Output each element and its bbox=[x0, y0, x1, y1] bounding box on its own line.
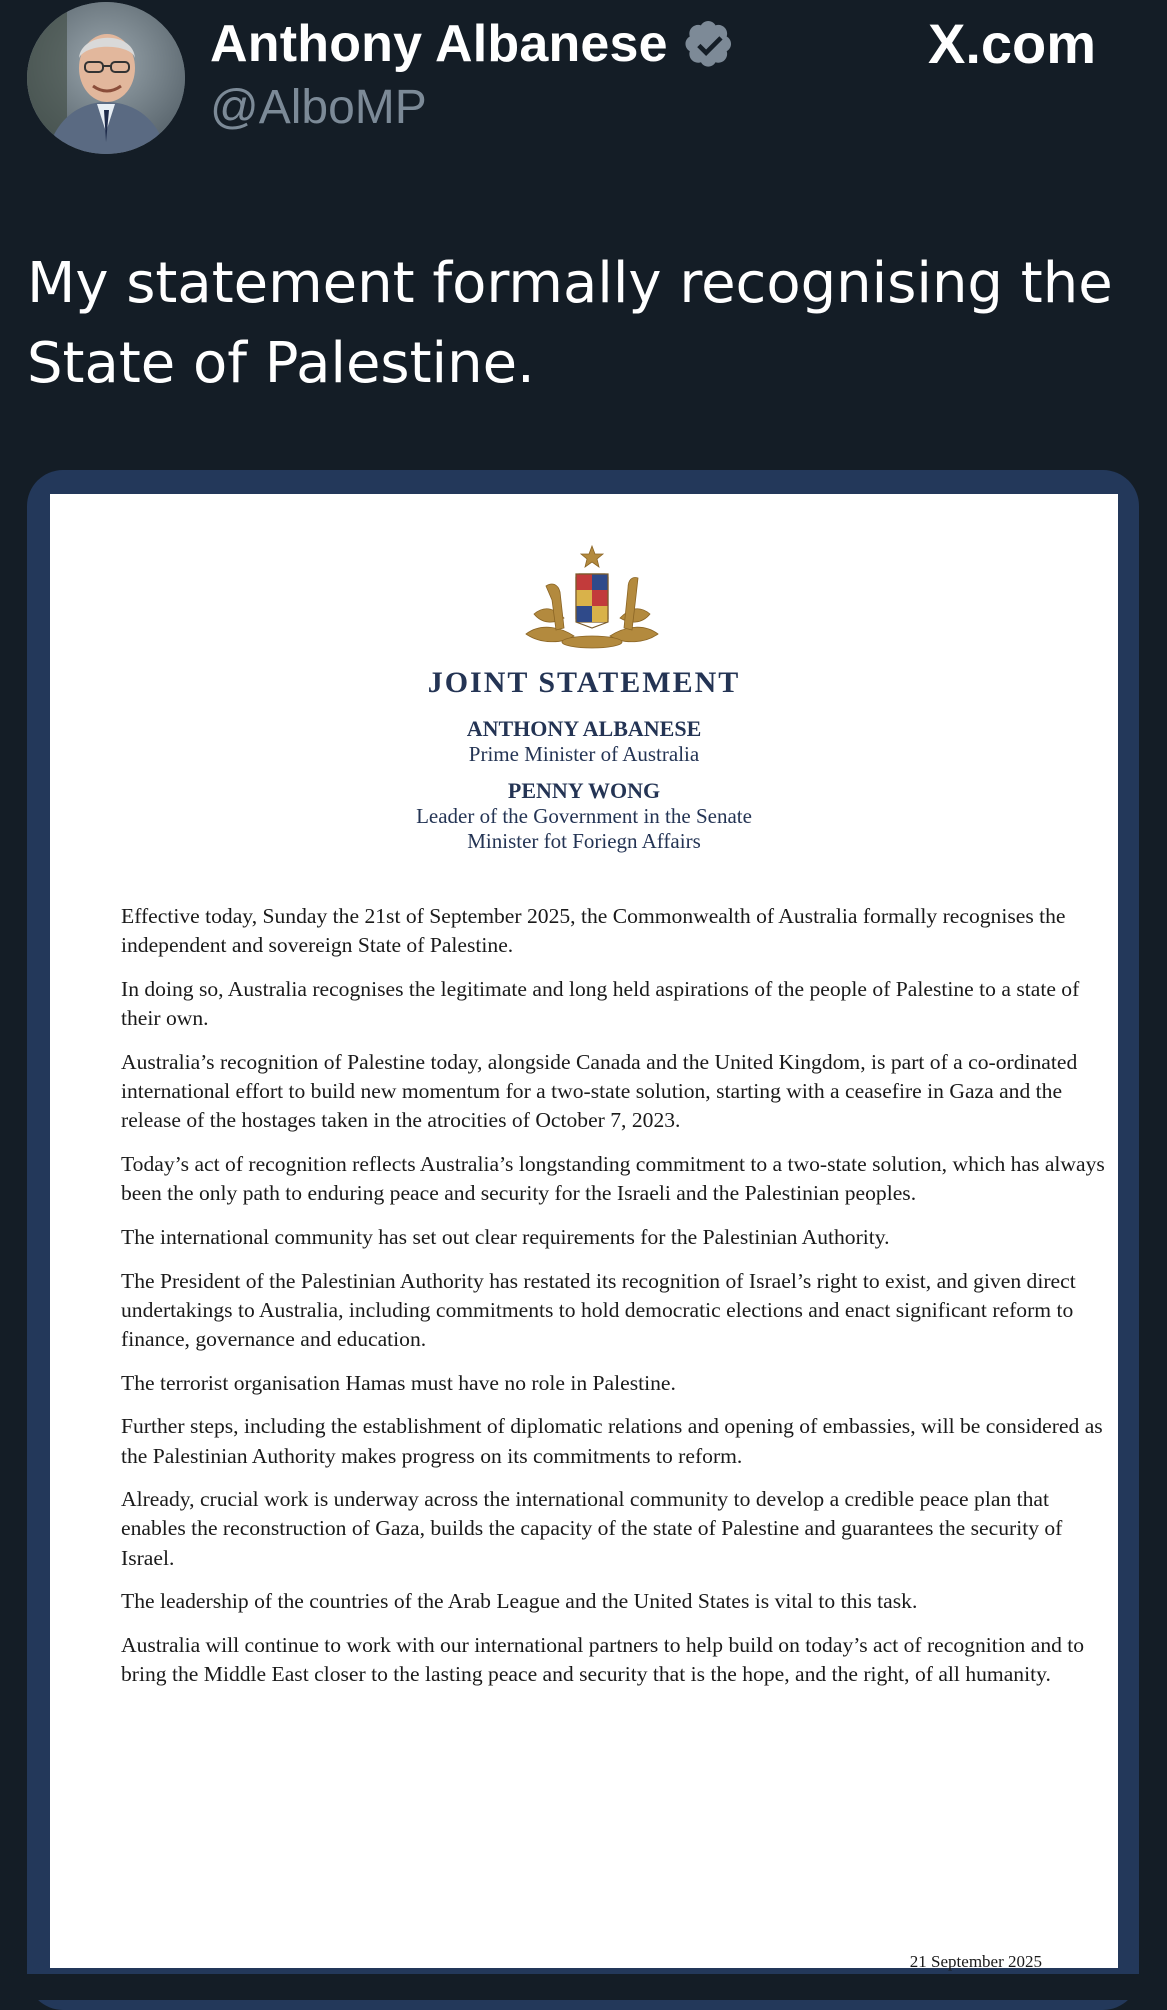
statement-title: JOINT STATEMENT bbox=[427, 666, 741, 699]
statement-paragraph: Effective today, Sunday the 21st of September 2025, the Commonwealth of Australia formally recognises the independent and sovereign State of Palestine. bbox=[121, 904, 1066, 958]
verified-badge-icon bbox=[684, 20, 736, 72]
statement-paragraph: The President of the Palestinian Authority has restated its recognition of Israel’s right to exist, and given direct undertakings to Australia, including commitments to hold democratic elections and enact significant reform to finance, governance and education. bbox=[121, 1268, 1076, 1351]
signatory-1 bbox=[50, 716, 1118, 767]
statement-paragraph: Australia will continue to work with our international partners to help build on today’s act of recognition and to bring the Middle East closer to the lasting peace and security that is the hope, and the right, of all humanity. bbox=[121, 1633, 1085, 1687]
signatory-2-role-2: Minister fot Foriegn Affairs bbox=[467, 829, 701, 853]
statement-paragraph: The international community has set out clear requirements for the Palestinian Authority. bbox=[121, 1224, 890, 1249]
site-label bbox=[928, 12, 1096, 76]
tweet-header bbox=[0, 0, 1167, 170]
tweet-text: My statement formally recognising the State of Palestine. bbox=[27, 251, 1113, 396]
coat-of-arms-icon bbox=[512, 544, 672, 658]
signatory-1-role: Prime Minister of Australia bbox=[468, 742, 700, 766]
statement-paragraph: Already, crucial work is underway across the international community to develop a credible peace plan that enables the reconstruction of Gaza, builds the capacity of the state of Palestine and guarantees the security of Israel. bbox=[121, 1487, 1063, 1570]
author-name[interactable]: Anthony Albanese bbox=[210, 15, 668, 73]
statement-body bbox=[121, 902, 1106, 1704]
statement-document[interactable] bbox=[50, 494, 1118, 1971]
statement-paragraph: Australia’s recognition of Palestine today, alongside Canada and the United Kingdom, is part of a co-ordinated international effort to build new momentum for a two-state solution, starting with a ceasefire in Gaza and the release of the hostages taken in the atrocities of October 7, 2023. bbox=[121, 1049, 1078, 1133]
signatory-1-name: ANTHONY ALBANESE bbox=[466, 716, 702, 741]
statement-date: 21 September 2025 bbox=[909, 1952, 1042, 1971]
signatory-2 bbox=[50, 778, 1118, 854]
statement-paragraph: Today’s act of recognition reflects Australia’s longstanding commitment to a two-state solution, which has always been the only path to enduring peace and security for the Israeli and the Palestinian peoples. bbox=[121, 1151, 1105, 1206]
statement-paragraph: Further steps, including the establishment of diplomatic relations and opening of embassies, will be considered as the Palestinian Authority makes progress on its commitments to reform. bbox=[121, 1414, 1103, 1468]
statement-paragraph: The terrorist organisation Hamas must have no role in Palestine. bbox=[121, 1370, 676, 1395]
bottom-bar bbox=[0, 1974, 1167, 2000]
signatory-2-name: PENNY WONG bbox=[507, 778, 661, 803]
author-handle[interactable]: @AlboMP bbox=[210, 81, 427, 134]
statement-paragraph: The leadership of the countries of the Arab League and the United States is vital to this task. bbox=[121, 1589, 918, 1614]
avatar[interactable] bbox=[27, 2, 185, 154]
avatar-photo bbox=[27, 2, 185, 154]
site-label-text: X.com bbox=[928, 12, 1097, 75]
statement-paragraph: In doing so, Australia recognises the legitimate and long held aspirations of the people of Palestine to a state of their own. bbox=[121, 976, 1080, 1031]
signatory-2-role-1: Leader of the Government in the Senate bbox=[416, 804, 752, 828]
